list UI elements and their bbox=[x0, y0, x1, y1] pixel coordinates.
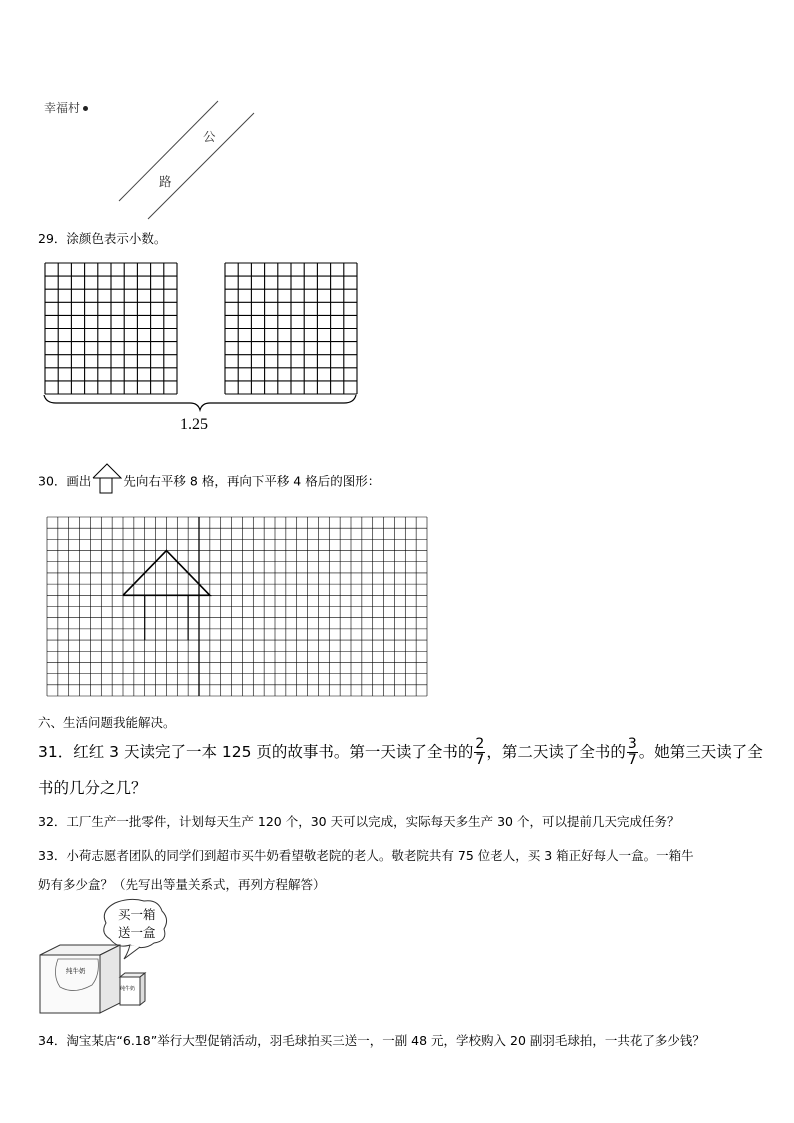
fraction-two-sevenths: $\frac{2}{7}$ bbox=[475, 736, 485, 768]
road-char-2: 路 bbox=[159, 174, 172, 189]
village-label: 幸福村 bbox=[44, 99, 88, 116]
section6-title: 六、生活问题我能解决。 bbox=[38, 715, 176, 730]
translation-grid[interactable] bbox=[47, 517, 428, 697]
road-char-1: 公 bbox=[203, 129, 216, 144]
decimal-grid-left[interactable] bbox=[45, 263, 178, 395]
milk-box-label: 纯牛奶 bbox=[66, 967, 86, 975]
brace-icon bbox=[40, 392, 362, 412]
q33-line2: 奶有多少盒？（先写出等量关系式，再列方程解答） bbox=[38, 877, 326, 892]
house-shape-icon bbox=[91, 461, 123, 495]
q31-line1: 31．红红 3 天读完了一本 125 页的故事书。第一天读了全书的 $\frac{2}{7}$ ，第二天读了全书的 $\frac{3}{7}$ 。她第三天读了全 bbox=[38, 736, 763, 768]
milk-carton-label: 纯牛奶 bbox=[120, 986, 136, 992]
q32-text: 32．工厂生产一批零件，计划每天生产 120 个，30 天可以完成，实际每天多生产 30 个，可以提前几天完成任务？ bbox=[38, 814, 680, 829]
milk-box-side bbox=[100, 945, 120, 1013]
speech-bubble-text: 买一箱 送一盒 bbox=[118, 907, 156, 940]
q34-text: 34．淘宝某店“6.18”举行大型促销活动，羽毛球拍买三送一，一副 48 元，学校购入 20 副羽毛球拍，一共花了多少钱？ bbox=[38, 1033, 705, 1048]
milk-box-front bbox=[40, 955, 100, 1013]
q33-line1: 33．小荷志愿者团队的同学们到超市买牛奶看望敬老院的老人。敬老院共有 75 位老人，买 3 箱正好每人一盒。一箱牛 bbox=[38, 848, 694, 863]
q30-text: 30．画出 先向右平移 8 格，再向下平移 4 格后的图形： bbox=[38, 465, 380, 499]
decimal-grid-right[interactable] bbox=[225, 263, 358, 395]
fraction-three-sevenths: $\frac{3}{7}$ bbox=[627, 736, 637, 768]
q31-line2: 书的几分之几？ bbox=[38, 779, 147, 797]
road-diagram bbox=[0, 0, 794, 230]
road-line-right bbox=[148, 113, 254, 219]
brace-value: 1.25 bbox=[180, 416, 208, 433]
q29-text: 29．涂颜色表示小数。 bbox=[38, 231, 167, 246]
